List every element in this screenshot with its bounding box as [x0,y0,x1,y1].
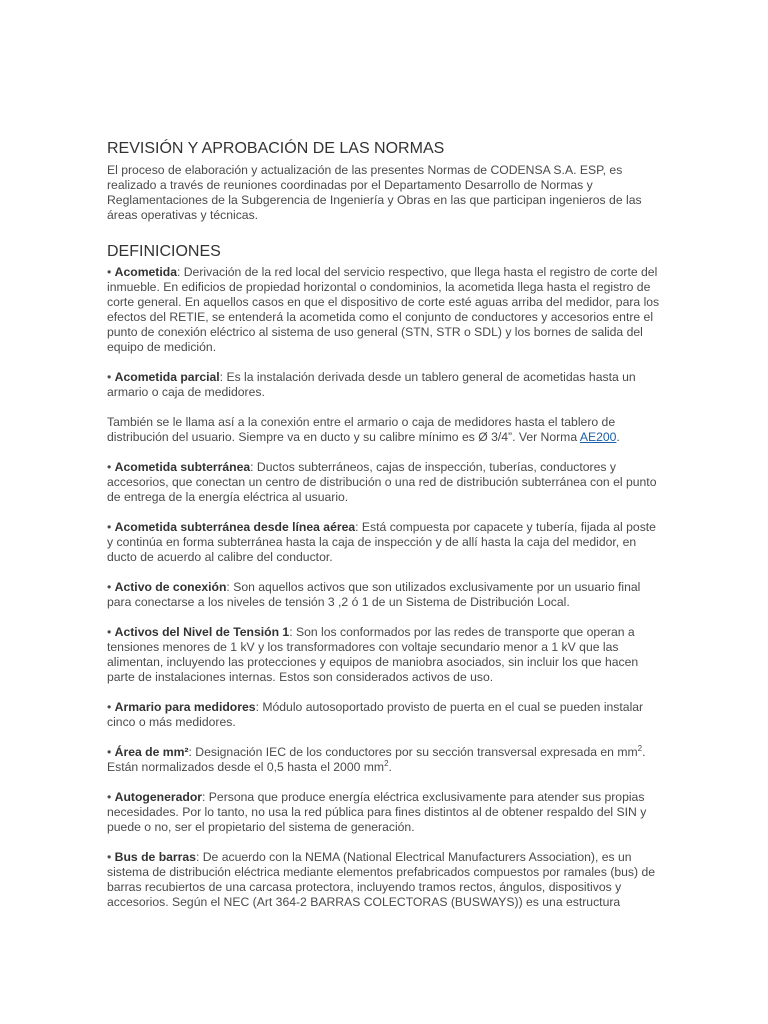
definition-text: : Es la instalación derivada desde un tablero general de acometidas hasta un armario o caja de medidores. [107,370,636,399]
definition-acometida [107,265,662,355]
bullet: • [107,460,112,474]
revision-paragraph: El proceso de elaboración y actualización de las presentes Normas de CODENSA S.A. ESP, es realizado a través de reuniones coordinadas por el Departamento Desarrollo de Normas y Reglamentaciones de la Subgerencia de Ingeniería y Obras en las que participan ingenieros de las áreas operativas y técnicas. [107,163,642,222]
superscript: 2 [637,743,643,753]
definition-text: : Persona que produce energía eléctrica exclusivamente para atender sus propias necesidades. Por lo tanto, no usa la red pública para fines distintos al de obtener respaldo del SIN y puede o no, ser el propietario del sistema de generación. [107,790,647,834]
term-acometida: Acometida [114,265,177,279]
bullet: • [107,520,112,534]
definition-text: . Están normalizados desde el 0,5 hasta el 2000 mm [107,745,646,774]
term-bus-barras: Bus de barras [114,850,196,864]
section-title-definiciones: DEFINICIONES [107,243,221,260]
definition-text: . [388,760,392,774]
definition-text: : Módulo autosoportado provisto de puerta en el cual se pueden instalar cinco o más medidores. [107,700,644,729]
definition-autogenerador [107,790,662,835]
definition-text: : Está compuesta por capacete y tubería, fijada al poste y continúa en forma subterránea hasta la caja de inspección y de allí hasta la caja del medidor, en ducto de acuerdo al calibre del conductor. [107,520,656,564]
definition-activos-nivel [107,625,662,685]
paragraph-tambien [107,415,662,445]
term-autogenerador: Autogenerador [114,790,203,804]
term-activo-conexion: Activo de conexión [114,580,227,594]
paragraph-end: . [616,430,620,444]
bullet: • [107,850,112,864]
definition-bus-barras [107,850,662,910]
definition-text: : Ductos subterráneos, cajas de inspección, tuberías, conductores y accesorios, que conectan un centro de distribución o una red de distribución subterránea con el punto de entrega de la energía eléctrica al usuario. [107,460,657,504]
term-acometida-subterranea-aerea: Acometida subterránea desde línea aérea [114,520,356,534]
definition-text: : Son aquellos activos que son utilizados exclusivamente por un usuario final para conectarse a los niveles de tensión 3 ,2 ó 1 de un Sistema de Distribución Local. [107,580,641,609]
bullet: • [107,580,112,594]
definition-text: : Son los conformados por las redes de transporte que operan a tensiones menores de 1 kV y los transformadores con voltaje secundario menor a 1 kV que las alimentan, incluyendo las protecciones y equipos de maniobra asociados, sin incluir los que hacen parte de instalaciones internas. Estos son considerados activos de uso. [107,625,639,684]
term-acometida-subterranea: Acometida subterránea [114,460,251,474]
term-armario: Armario para medidores [114,700,256,714]
link-ae200[interactable]: AE200 [579,430,617,444]
bullet: • [107,265,112,279]
definition-acometida-subterranea-aerea [107,520,662,565]
document-content [107,138,662,910]
definition-armario [107,700,662,730]
bullet: • [107,700,112,714]
term-area: Área de mm² [114,745,189,759]
definition-acometida-subterranea [107,460,662,505]
definition-area [107,745,662,775]
superscript: 2 [384,758,389,768]
definition-text: : Designación IEC de los conductores por su sección transversal expresada en mm [188,745,638,759]
definition-text: : De acuerdo con la NEMA (National Electrical Manufacturers Association), es un sistema de distribución eléctrica mediante elementos prefabricados compuestos por ramales (bus) de barras recubiertos de una carcasa protectora, incluyendo tramos rectos, ángulos, dispositivos y accesorios. Según el NEC (Art 364-2 BARRAS COLECTORAS (BUSWAYS)) es una estructura [107,850,656,909]
paragraph-text: También se le llama así a la conexión entre el armario o caja de medidores hasta el tablero de distribución del usuario. Siempre va en ducto y su calibre mínimo es Ø 3/4”. Ver Norma [107,415,616,444]
definition-acometida-parcial [107,370,662,400]
term-acometida-parcial: Acometida parcial [114,370,220,384]
definition-text: : Derivación de la red local del servicio respectivo, que llega hasta el registro de corte del inmueble. En edificios de propiedad horizontal o condominios, la acometida llega hasta el registro de corte general. En aquellos casos en que el dispositivo de corte esté aguas arriba del medidor, para los efectos del RETIE, se entenderá la acometida como el conjunto de conductores y accesorios entre el punto de conexión eléctrico al sistema de uso general (STN, STR o SDL) y los bornes de salida del equipo de medición. [107,265,660,354]
term-activos-nivel: Activos del Nivel de Tensión 1 [114,625,290,639]
bullet: • [107,370,112,384]
bullet: • [107,625,112,639]
section-title-revision: REVISIÓN Y APROBACIÓN DE LAS NORMAS [107,140,445,157]
bullet: • [107,745,112,759]
bullet: • [107,790,112,804]
definition-activo-conexion [107,580,662,610]
